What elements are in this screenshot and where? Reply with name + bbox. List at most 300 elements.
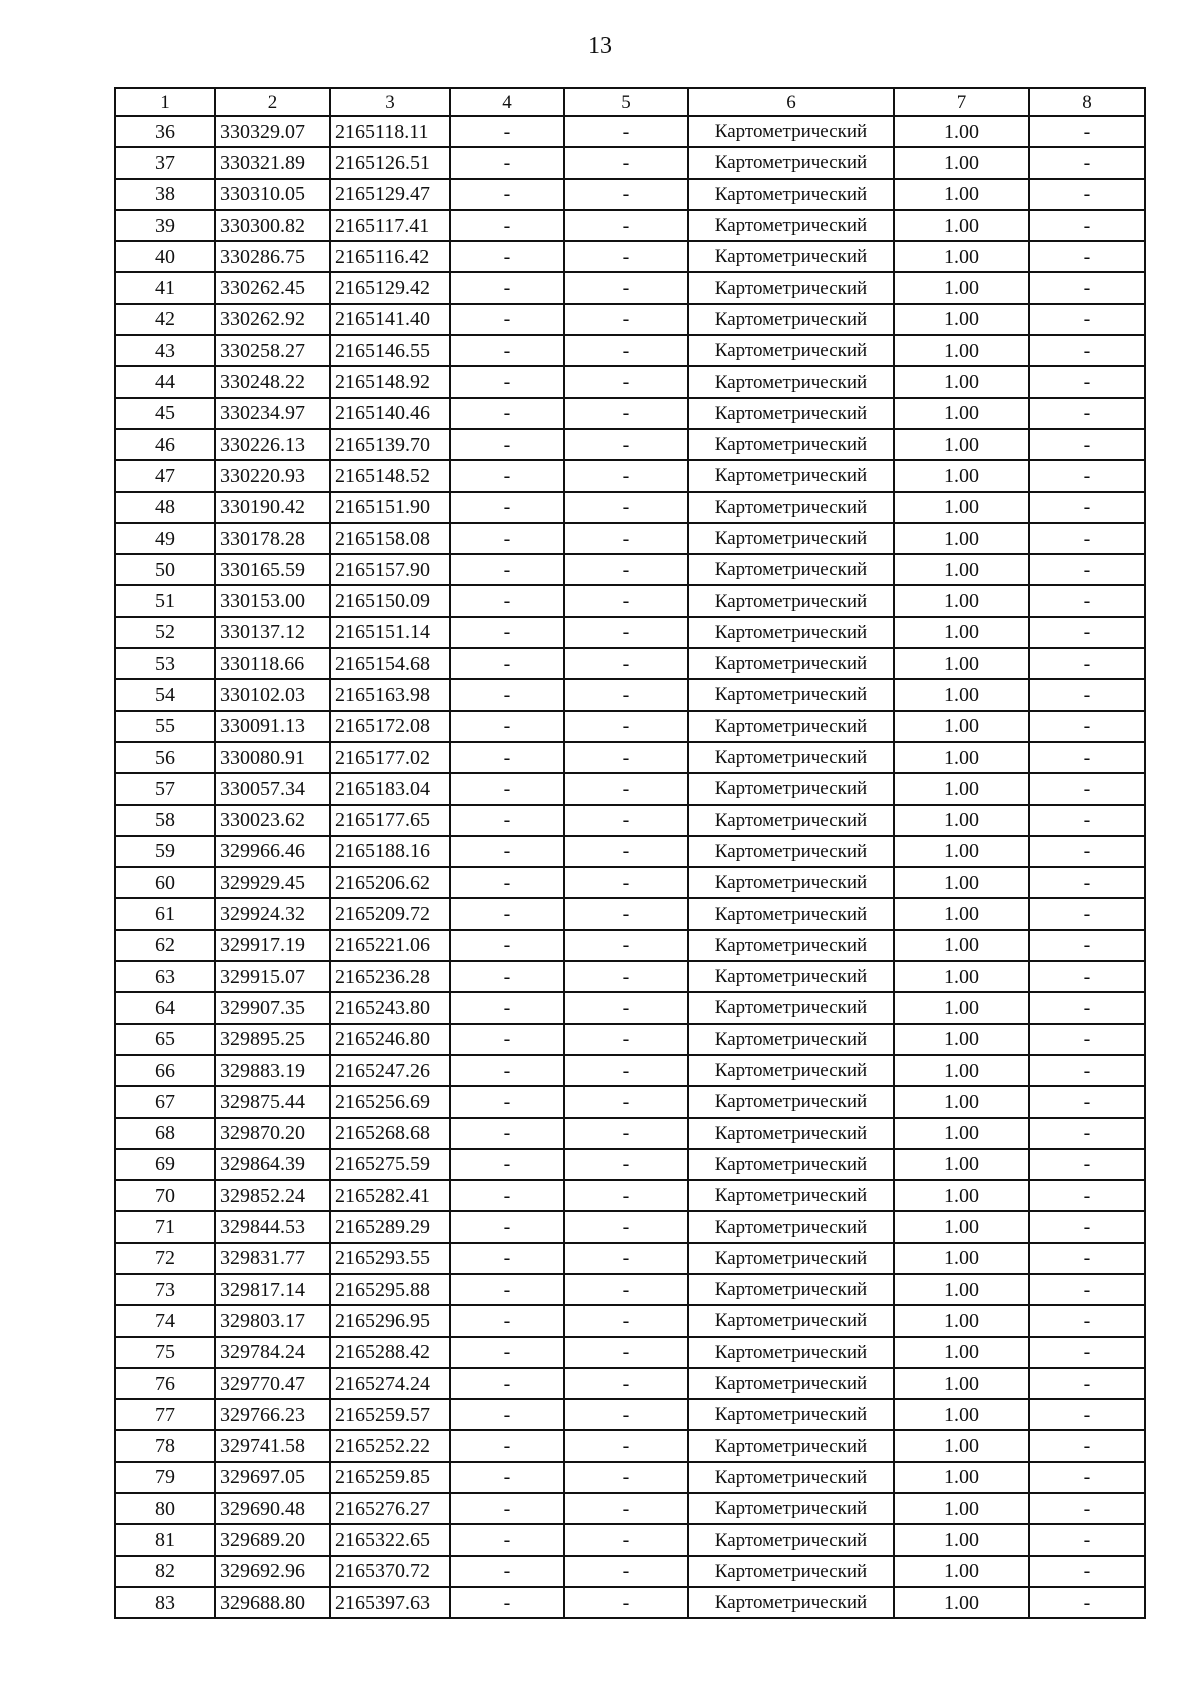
column-4-cell: - — [450, 1274, 564, 1305]
method-cell: Картометрический — [688, 304, 894, 335]
x-coordinate-cell: 329689.20 — [215, 1524, 330, 1555]
point-number-cell: 40 — [115, 241, 215, 272]
x-coordinate-cell: 330234.97 — [215, 398, 330, 429]
column-8-cell: - — [1029, 1086, 1145, 1117]
point-number-cell: 50 — [115, 554, 215, 585]
method-cell: Картометрический — [688, 116, 894, 147]
column-8-cell: - — [1029, 1493, 1145, 1524]
column-4-cell: - — [450, 210, 564, 241]
column-4-cell: - — [450, 773, 564, 804]
column-8-cell: - — [1029, 898, 1145, 929]
column-4-cell: - — [450, 805, 564, 836]
y-coordinate-cell: 2165268.68 — [330, 1118, 450, 1149]
column-8-cell: - — [1029, 492, 1145, 523]
column-4-cell: - — [450, 1211, 564, 1242]
column-8-cell: - — [1029, 460, 1145, 491]
table-row — [115, 523, 1145, 554]
method-cell: Картометрический — [688, 1118, 894, 1149]
y-coordinate-cell: 2165288.42 — [330, 1337, 450, 1368]
column-8-cell: - — [1029, 398, 1145, 429]
column-8-cell: - — [1029, 1524, 1145, 1555]
y-coordinate-cell: 2165274.24 — [330, 1368, 450, 1399]
accuracy-cell: 1.00 — [894, 773, 1029, 804]
method-cell: Картометрический — [688, 805, 894, 836]
y-coordinate-cell: 2165129.42 — [330, 272, 450, 303]
column-5-cell: - — [564, 1337, 688, 1368]
column-4-cell: - — [450, 836, 564, 867]
column-8-cell: - — [1029, 805, 1145, 836]
accuracy-cell: 1.00 — [894, 272, 1029, 303]
x-coordinate-cell: 329770.47 — [215, 1368, 330, 1399]
y-coordinate-cell: 2165177.02 — [330, 742, 450, 773]
method-cell: Картометрический — [688, 836, 894, 867]
column-5-cell: - — [564, 1493, 688, 1524]
x-coordinate-cell: 330153.00 — [215, 585, 330, 616]
column-8-cell: - — [1029, 1462, 1145, 1493]
column-4-cell: - — [450, 398, 564, 429]
point-number-cell: 57 — [115, 773, 215, 804]
method-cell: Картометрический — [688, 742, 894, 773]
column-8-cell: - — [1029, 1243, 1145, 1274]
accuracy-cell: 1.00 — [894, 1118, 1029, 1149]
column-5-cell: - — [564, 1243, 688, 1274]
method-cell: Картометрический — [688, 147, 894, 178]
accuracy-cell: 1.00 — [894, 1337, 1029, 1368]
accuracy-cell: 1.00 — [894, 304, 1029, 335]
x-coordinate-cell: 329915.07 — [215, 961, 330, 992]
column-8-cell: - — [1029, 836, 1145, 867]
x-coordinate-cell: 329692.96 — [215, 1556, 330, 1587]
column-8-cell: - — [1029, 867, 1145, 898]
point-number-cell: 55 — [115, 711, 215, 742]
table-row — [115, 1430, 1145, 1461]
method-cell: Картометрический — [688, 1055, 894, 1086]
accuracy-cell: 1.00 — [894, 210, 1029, 241]
x-coordinate-cell: 329924.32 — [215, 898, 330, 929]
accuracy-cell: 1.00 — [894, 617, 1029, 648]
table-row — [115, 1337, 1145, 1368]
y-coordinate-cell: 2165183.04 — [330, 773, 450, 804]
y-coordinate-cell: 2165397.63 — [330, 1587, 450, 1618]
point-number-cell: 52 — [115, 617, 215, 648]
y-coordinate-cell: 2165116.42 — [330, 241, 450, 272]
table-row — [115, 1274, 1145, 1305]
point-number-cell: 63 — [115, 961, 215, 992]
column-5-cell: - — [564, 460, 688, 491]
method-cell: Картометрический — [688, 1305, 894, 1336]
y-coordinate-cell: 2165282.41 — [330, 1180, 450, 1211]
column-8-cell: - — [1029, 1587, 1145, 1618]
table-row — [115, 648, 1145, 679]
table-row — [115, 898, 1145, 929]
column-8-cell: - — [1029, 1274, 1145, 1305]
column-5-cell: - — [564, 179, 688, 210]
column-5-cell: - — [564, 961, 688, 992]
method-cell: Картометрический — [688, 460, 894, 491]
column-4-cell: - — [450, 617, 564, 648]
method-cell: Картометрический — [688, 1086, 894, 1117]
accuracy-cell: 1.00 — [894, 1243, 1029, 1274]
x-coordinate-cell: 330080.91 — [215, 742, 330, 773]
accuracy-cell: 1.00 — [894, 679, 1029, 710]
column-8-cell: - — [1029, 617, 1145, 648]
column-5-cell: - — [564, 992, 688, 1023]
column-4-cell: - — [450, 523, 564, 554]
x-coordinate-cell: 329803.17 — [215, 1305, 330, 1336]
point-number-cell: 69 — [115, 1149, 215, 1180]
point-number-cell: 43 — [115, 335, 215, 366]
point-number-cell: 76 — [115, 1368, 215, 1399]
column-5-cell: - — [564, 116, 688, 147]
point-number-cell: 82 — [115, 1556, 215, 1587]
column-5-cell: - — [564, 1024, 688, 1055]
column-4-cell: - — [450, 460, 564, 491]
method-cell: Картометрический — [688, 1274, 894, 1305]
accuracy-cell: 1.00 — [894, 1368, 1029, 1399]
accuracy-cell: 1.00 — [894, 1524, 1029, 1555]
y-coordinate-cell: 2165246.80 — [330, 1024, 450, 1055]
accuracy-cell: 1.00 — [894, 585, 1029, 616]
point-number-cell: 72 — [115, 1243, 215, 1274]
table-row — [115, 1493, 1145, 1524]
x-coordinate-cell: 330248.22 — [215, 366, 330, 397]
method-cell: Картометрический — [688, 1211, 894, 1242]
column-5-cell: - — [564, 335, 688, 366]
method-cell: Картометрический — [688, 898, 894, 929]
point-number-cell: 54 — [115, 679, 215, 710]
page-number: 13 — [588, 33, 612, 59]
method-cell: Картометрический — [688, 492, 894, 523]
accuracy-cell: 1.00 — [894, 1149, 1029, 1180]
point-number-cell: 56 — [115, 742, 215, 773]
accuracy-cell: 1.00 — [894, 961, 1029, 992]
table-row — [115, 961, 1145, 992]
table-row — [115, 805, 1145, 836]
y-coordinate-cell: 2165295.88 — [330, 1274, 450, 1305]
column-4-cell: - — [450, 1149, 564, 1180]
column-4-cell: - — [450, 1556, 564, 1587]
column-5-cell: - — [564, 711, 688, 742]
column-8-cell: - — [1029, 1024, 1145, 1055]
y-coordinate-cell: 2165150.09 — [330, 585, 450, 616]
point-number-cell: 53 — [115, 648, 215, 679]
table-row — [115, 1149, 1145, 1180]
point-number-cell: 68 — [115, 1118, 215, 1149]
table-row — [115, 429, 1145, 460]
column-4-cell: - — [450, 1337, 564, 1368]
column-4-cell: - — [450, 711, 564, 742]
point-number-cell: 81 — [115, 1524, 215, 1555]
method-cell: Картометрический — [688, 585, 894, 616]
x-coordinate-cell: 329852.24 — [215, 1180, 330, 1211]
column-8-cell: - — [1029, 241, 1145, 272]
y-coordinate-cell: 2165126.51 — [330, 147, 450, 178]
column-4-cell: - — [450, 366, 564, 397]
x-coordinate-cell: 329766.23 — [215, 1399, 330, 1430]
table-row — [115, 679, 1145, 710]
point-number-cell: 58 — [115, 805, 215, 836]
column-5-cell: - — [564, 679, 688, 710]
y-coordinate-cell: 2165322.65 — [330, 1524, 450, 1555]
point-number-cell: 74 — [115, 1305, 215, 1336]
y-coordinate-cell: 2165141.40 — [330, 304, 450, 335]
column-4-cell: - — [450, 1399, 564, 1430]
method-cell: Картометрический — [688, 773, 894, 804]
method-cell: Картометрический — [688, 179, 894, 210]
table-row — [115, 116, 1145, 147]
column-4-cell: - — [450, 1493, 564, 1524]
table-row — [115, 867, 1145, 898]
column-header: 8 — [1029, 88, 1145, 116]
column-header: 5 — [564, 88, 688, 116]
method-cell: Картометрический — [688, 1430, 894, 1461]
y-coordinate-cell: 2165276.27 — [330, 1493, 450, 1524]
column-4-cell: - — [450, 241, 564, 272]
column-4-cell: - — [450, 1086, 564, 1117]
y-coordinate-cell: 2165158.08 — [330, 523, 450, 554]
x-coordinate-cell: 330190.42 — [215, 492, 330, 523]
column-4-cell: - — [450, 1024, 564, 1055]
column-8-cell: - — [1029, 648, 1145, 679]
x-coordinate-cell: 330300.82 — [215, 210, 330, 241]
accuracy-cell: 1.00 — [894, 805, 1029, 836]
point-number-cell: 60 — [115, 867, 215, 898]
x-coordinate-cell: 330102.03 — [215, 679, 330, 710]
y-coordinate-cell: 2165148.52 — [330, 460, 450, 491]
column-5-cell: - — [564, 523, 688, 554]
x-coordinate-cell: 330118.66 — [215, 648, 330, 679]
column-5-cell: - — [564, 1462, 688, 1493]
x-coordinate-cell: 330091.13 — [215, 711, 330, 742]
point-number-cell: 45 — [115, 398, 215, 429]
method-cell: Картометрический — [688, 1180, 894, 1211]
column-5-cell: - — [564, 1399, 688, 1430]
point-number-cell: 41 — [115, 272, 215, 303]
point-number-cell: 47 — [115, 460, 215, 491]
method-cell: Картометрический — [688, 554, 894, 585]
column-4-cell: - — [450, 179, 564, 210]
accuracy-cell: 1.00 — [894, 1024, 1029, 1055]
point-number-cell: 49 — [115, 523, 215, 554]
column-4-cell: - — [450, 272, 564, 303]
x-coordinate-cell: 329907.35 — [215, 992, 330, 1023]
y-coordinate-cell: 2165370.72 — [330, 1556, 450, 1587]
table-row — [115, 1305, 1145, 1336]
point-number-cell: 73 — [115, 1274, 215, 1305]
table-row — [115, 836, 1145, 867]
accuracy-cell: 1.00 — [894, 711, 1029, 742]
y-coordinate-cell: 2165206.62 — [330, 867, 450, 898]
method-cell: Картометрический — [688, 1524, 894, 1555]
table-row — [115, 366, 1145, 397]
x-coordinate-cell: 329688.80 — [215, 1587, 330, 1618]
column-5-cell: - — [564, 366, 688, 397]
table-row — [115, 1556, 1145, 1587]
x-coordinate-cell: 329883.19 — [215, 1055, 330, 1086]
method-cell: Картометрический — [688, 1556, 894, 1587]
x-coordinate-cell: 329929.45 — [215, 867, 330, 898]
point-number-cell: 64 — [115, 992, 215, 1023]
column-4-cell: - — [450, 492, 564, 523]
y-coordinate-cell: 2165236.28 — [330, 961, 450, 992]
table-header-row — [115, 88, 1145, 116]
method-cell: Картометрический — [688, 398, 894, 429]
column-4-cell: - — [450, 1243, 564, 1274]
column-4-cell: - — [450, 867, 564, 898]
table-row — [115, 1587, 1145, 1618]
column-8-cell: - — [1029, 116, 1145, 147]
table-row — [115, 742, 1145, 773]
accuracy-cell: 1.00 — [894, 1086, 1029, 1117]
column-4-cell: - — [450, 1180, 564, 1211]
table-body — [115, 116, 1145, 1618]
column-5-cell: - — [564, 648, 688, 679]
accuracy-cell: 1.00 — [894, 335, 1029, 366]
y-coordinate-cell: 2165243.80 — [330, 992, 450, 1023]
column-8-cell: - — [1029, 930, 1145, 961]
y-coordinate-cell: 2165139.70 — [330, 429, 450, 460]
column-4-cell: - — [450, 1524, 564, 1555]
column-4-cell: - — [450, 116, 564, 147]
table-row — [115, 241, 1145, 272]
method-cell: Картометрический — [688, 1243, 894, 1274]
point-number-cell: 46 — [115, 429, 215, 460]
table-row — [115, 1399, 1145, 1430]
column-8-cell: - — [1029, 335, 1145, 366]
column-5-cell: - — [564, 1149, 688, 1180]
point-number-cell: 77 — [115, 1399, 215, 1430]
column-8-cell: - — [1029, 992, 1145, 1023]
column-header: 2 — [215, 88, 330, 116]
column-8-cell: - — [1029, 1211, 1145, 1242]
accuracy-cell: 1.00 — [894, 1556, 1029, 1587]
accuracy-cell: 1.00 — [894, 1274, 1029, 1305]
x-coordinate-cell: 329875.44 — [215, 1086, 330, 1117]
method-cell: Картометрический — [688, 1462, 894, 1493]
point-number-cell: 44 — [115, 366, 215, 397]
x-coordinate-cell: 329831.77 — [215, 1243, 330, 1274]
accuracy-cell: 1.00 — [894, 460, 1029, 491]
x-coordinate-cell: 330262.45 — [215, 272, 330, 303]
point-number-cell: 59 — [115, 836, 215, 867]
coordinates-table — [114, 87, 1146, 1619]
column-5-cell: - — [564, 272, 688, 303]
point-number-cell: 66 — [115, 1055, 215, 1086]
point-number-cell: 75 — [115, 1337, 215, 1368]
y-coordinate-cell: 2165252.22 — [330, 1430, 450, 1461]
point-number-cell: 78 — [115, 1430, 215, 1461]
y-coordinate-cell: 2165296.95 — [330, 1305, 450, 1336]
column-4-cell: - — [450, 1368, 564, 1399]
method-cell: Картометрический — [688, 272, 894, 303]
point-number-cell: 80 — [115, 1493, 215, 1524]
method-cell: Картометрический — [688, 366, 894, 397]
column-5-cell: - — [564, 1180, 688, 1211]
accuracy-cell: 1.00 — [894, 1180, 1029, 1211]
column-5-cell: - — [564, 742, 688, 773]
column-4-cell: - — [450, 1055, 564, 1086]
column-8-cell: - — [1029, 1305, 1145, 1336]
column-header: 3 — [330, 88, 450, 116]
method-cell: Картометрический — [688, 679, 894, 710]
method-cell: Картометрический — [688, 648, 894, 679]
y-coordinate-cell: 2165209.72 — [330, 898, 450, 929]
y-coordinate-cell: 2165259.85 — [330, 1462, 450, 1493]
table-row — [115, 711, 1145, 742]
column-5-cell: - — [564, 1211, 688, 1242]
column-4-cell: - — [450, 429, 564, 460]
table-row — [115, 272, 1145, 303]
column-8-cell: - — [1029, 210, 1145, 241]
accuracy-cell: 1.00 — [894, 648, 1029, 679]
column-header: 6 — [688, 88, 894, 116]
table-row — [115, 179, 1145, 210]
column-header: 7 — [894, 88, 1029, 116]
point-number-cell: 51 — [115, 585, 215, 616]
point-number-cell: 39 — [115, 210, 215, 241]
y-coordinate-cell: 2165172.08 — [330, 711, 450, 742]
accuracy-cell: 1.00 — [894, 1399, 1029, 1430]
table-row — [115, 1524, 1145, 1555]
column-8-cell: - — [1029, 1180, 1145, 1211]
column-8-cell: - — [1029, 147, 1145, 178]
y-coordinate-cell: 2165148.92 — [330, 366, 450, 397]
accuracy-cell: 1.00 — [894, 930, 1029, 961]
accuracy-cell: 1.00 — [894, 867, 1029, 898]
x-coordinate-cell: 330262.92 — [215, 304, 330, 335]
method-cell: Картометрический — [688, 992, 894, 1023]
accuracy-cell: 1.00 — [894, 1493, 1029, 1524]
y-coordinate-cell: 2165221.06 — [330, 930, 450, 961]
table-row — [115, 492, 1145, 523]
column-5-cell: - — [564, 836, 688, 867]
column-5-cell: - — [564, 1305, 688, 1336]
accuracy-cell: 1.00 — [894, 1462, 1029, 1493]
x-coordinate-cell: 329966.46 — [215, 836, 330, 867]
method-cell: Картометрический — [688, 1368, 894, 1399]
column-5-cell: - — [564, 617, 688, 648]
column-5-cell: - — [564, 147, 688, 178]
column-5-cell: - — [564, 1055, 688, 1086]
column-4-cell: - — [450, 742, 564, 773]
column-5-cell: - — [564, 429, 688, 460]
column-4-cell: - — [450, 898, 564, 929]
column-5-cell: - — [564, 210, 688, 241]
table-row — [115, 992, 1145, 1023]
method-cell: Картометрический — [688, 335, 894, 366]
y-coordinate-cell: 2165163.98 — [330, 679, 450, 710]
column-4-cell: - — [450, 1430, 564, 1461]
method-cell: Картометрический — [688, 867, 894, 898]
x-coordinate-cell: 330165.59 — [215, 554, 330, 585]
table-row — [115, 1462, 1145, 1493]
method-cell: Картометрический — [688, 961, 894, 992]
column-8-cell: - — [1029, 1556, 1145, 1587]
x-coordinate-cell: 330258.27 — [215, 335, 330, 366]
column-5-cell: - — [564, 398, 688, 429]
y-coordinate-cell: 2165129.47 — [330, 179, 450, 210]
column-4-cell: - — [450, 961, 564, 992]
column-4-cell: - — [450, 930, 564, 961]
table-row — [115, 585, 1145, 616]
accuracy-cell: 1.00 — [894, 898, 1029, 929]
x-coordinate-cell: 329690.48 — [215, 1493, 330, 1524]
table-row — [115, 147, 1145, 178]
y-coordinate-cell: 2165259.57 — [330, 1399, 450, 1430]
column-8-cell: - — [1029, 1055, 1145, 1086]
table-row — [115, 1118, 1145, 1149]
column-8-cell: - — [1029, 1149, 1145, 1180]
